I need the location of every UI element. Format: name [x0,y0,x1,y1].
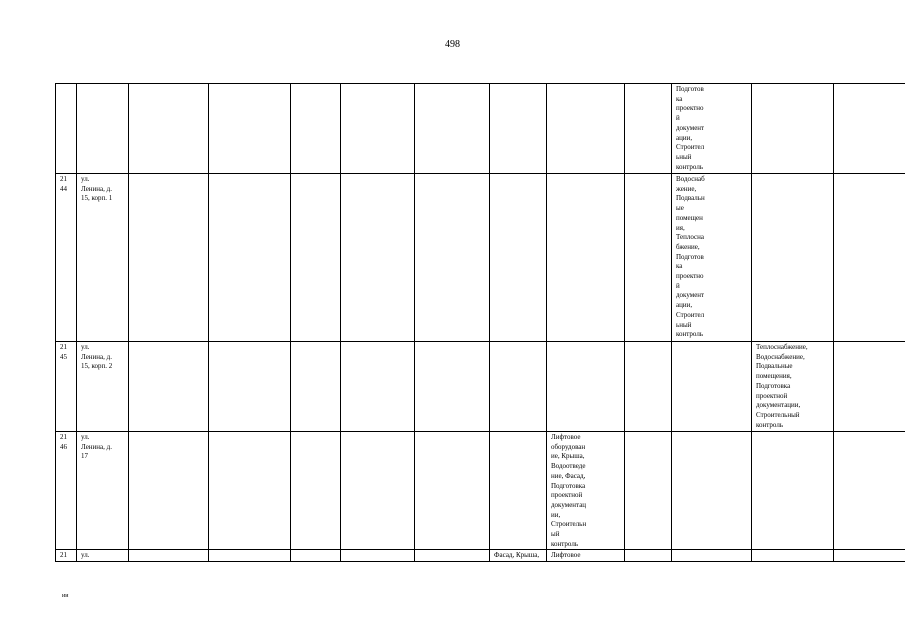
address-cell: ул. Ленина, д. 17 [77,432,129,550]
table-row [56,84,905,174]
row-number-cell [56,84,77,174]
table-cell [547,342,625,432]
table-cell [752,174,834,342]
table-cell [341,550,415,562]
table-cell: Фасад, Крыша, [490,550,547,562]
table-cell [129,84,209,174]
table-cell [547,174,625,342]
table-cell [672,550,752,562]
table-cell [834,84,905,174]
table-cell [625,174,672,342]
table-cell [834,432,905,550]
table-cell [625,342,672,432]
address-cell [77,84,129,174]
address-cell: ул. Ленина, д. 15, корп. 2 [77,342,129,432]
table-cell [490,84,547,174]
table-row [56,342,905,432]
address-cell: ул. [77,550,129,562]
table-row [56,174,905,342]
table-cell [291,432,341,550]
row-number-cell: 21 46 [56,432,77,550]
table-cell: Лифтовое оборудован ие, Крыша, Водоотведе ние, Фасад, Подготовка проектной документац ии, Строительн ый контроль [547,432,625,550]
table-cell [341,84,415,174]
table-cell [625,432,672,550]
table-cell [490,174,547,342]
table-cell [490,342,547,432]
table-cell: Теплоснабжение, Водоснабжение, Подвальные помещения, Подготовка проектной документации, Строительный контроль [752,342,834,432]
address-cell: ул. Ленина, д. 15, корп. 1 [77,174,129,342]
table-cell [341,432,415,550]
table-cell [415,84,490,174]
table-cell [129,174,209,342]
table-cell: Водоснаб жение, Подвальн ые помещен ия, Теплосна бжение, Подготов ка проектно й документ ации, Строител ьный контроль [672,174,752,342]
table-cell [291,550,341,562]
table-cell [291,84,341,174]
table-cell [415,342,490,432]
table-cell [209,174,291,342]
row-number-cell: 21 44 [56,174,77,342]
table-cell [625,84,672,174]
table-cell [129,550,209,562]
table-cell [209,84,291,174]
table-cell [415,432,490,550]
table-cell [752,432,834,550]
table-cell [752,84,834,174]
table-cell [291,342,341,432]
row-number-cell: 21 45 [56,342,77,432]
table-cell [834,342,905,432]
row-number-cell: 21 [56,550,77,562]
table-cell [625,550,672,562]
page-number: 498 [445,39,460,50]
table-cell [547,84,625,174]
footer-mark: ии [62,593,69,599]
table-cell [415,550,490,562]
table-cell [341,174,415,342]
table-cell: Лифтовое [547,550,625,562]
table-row [56,550,905,562]
table-cell [490,432,547,550]
data-table [55,83,905,562]
table-cell [672,342,752,432]
table-cell [341,342,415,432]
table-cell [834,550,905,562]
table-cell [834,174,905,342]
table-cell [209,432,291,550]
table-cell [415,174,490,342]
table-cell [291,174,341,342]
table-cell [209,550,291,562]
table-cell [209,342,291,432]
table-cell [129,342,209,432]
table-cell [129,432,209,550]
table-row [56,432,905,550]
table-cell: Подготов ка проектно й документ ации, Строител ьный контроль [672,84,752,174]
table-cell [752,550,834,562]
table-cell [672,432,752,550]
